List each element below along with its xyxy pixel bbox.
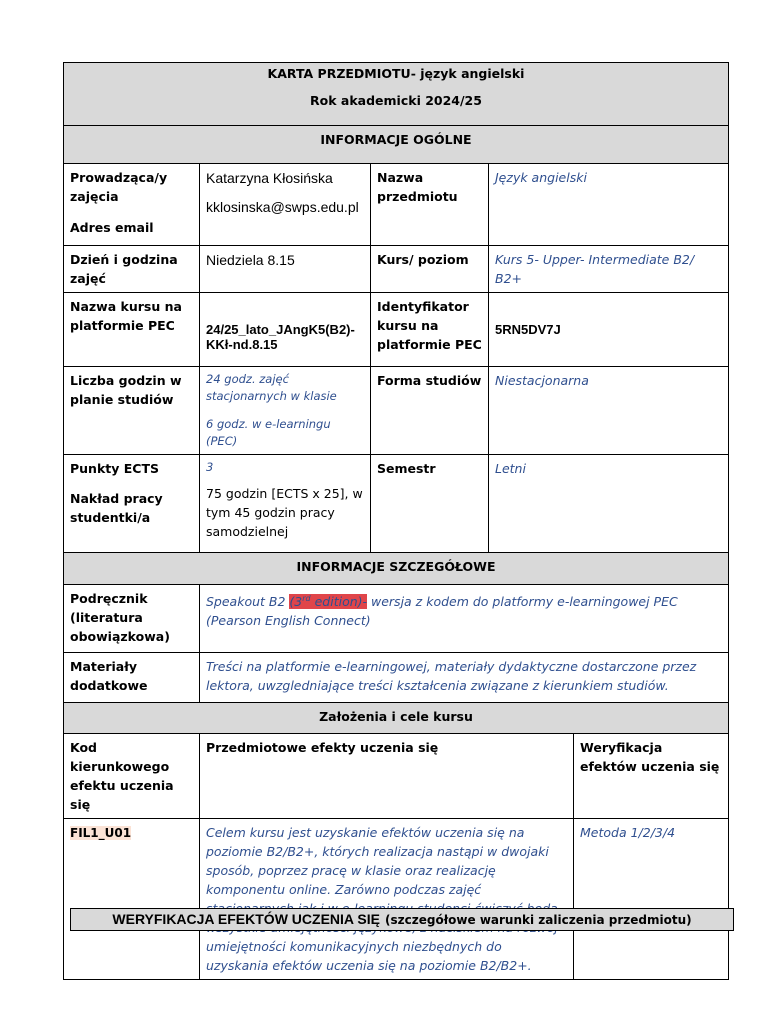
verification-title: WERYFIKACJA EFEKTÓW UCZENIA SIĘ: [112, 911, 380, 927]
textbook-title: Speakout B2: [206, 594, 290, 610]
email-label: Adres email: [70, 220, 154, 235]
goal-method: Metoda 1/2/3/4: [574, 819, 729, 980]
form-label: Forma studiów: [371, 367, 489, 455]
hours-value-elearning: 6 godz. w e-learningu (PEC): [206, 417, 331, 448]
textbook-edition-highlight: [289, 594, 367, 609]
textbook-description: wersja z kodem do platformy e-learningowej PEC (Pearson English Connect): [206, 594, 678, 629]
course-name-label: Nazwa kursu na platformie PEC: [64, 293, 200, 367]
textbook-label: Podręcznik (literatura obowiązkowa): [64, 585, 200, 653]
level-value: Kurs 5- Upper- Intermediate B2/ B2+: [495, 252, 695, 286]
textbook-edition-suffix: rd: [302, 594, 311, 603]
level-value-cell: [489, 246, 729, 293]
hours-value-cell: [200, 367, 371, 455]
details-section-header: INFORMACJE SZCZEGÓŁOWE: [64, 553, 729, 585]
day-value: Niedziela 8.15: [206, 252, 295, 268]
teacher-email: kklosinska@swps.edu.pl: [206, 199, 359, 215]
semester-value-cell: [489, 455, 729, 553]
goal-effect: Celem kursu jest uzyskanie efektów uczenia się na poziomie B2/B2+, których realizacja nastąpi w dwojaki sposób, poprzez pracę w klasie oraz realizację komponentu online. Zarówno podczas zajęć umiejętności komunikacyjnych niezbędnych do uzyskania efektów uczenia się na poziomie B2/B2+.: [200, 819, 574, 980]
course-card-table: [63, 62, 729, 980]
goal-code: FIL1_U01: [70, 826, 132, 840]
subject-value: Język angielski: [495, 170, 587, 185]
course-id-cell: [489, 293, 729, 367]
course-card: [63, 62, 728, 980]
goals-col-verification: Weryfikacja efektów uczenia się: [574, 734, 729, 819]
day-label: Dzień i godzina zajęć: [64, 246, 200, 293]
teacher-label: Prowadząca/y zajęcia: [70, 170, 168, 204]
teacher-value-cell: [200, 164, 371, 246]
general-section-header: INFORMACJE OGÓLNE: [64, 126, 729, 164]
ects-value-cell: [200, 455, 371, 553]
teacher-label-cell: [64, 164, 200, 246]
form-value: Niestacjonarna: [495, 373, 589, 388]
textbook-edition-word: edition)-: [310, 594, 368, 610]
semester-label: Semestr: [371, 455, 489, 553]
goals-col-code: Kod kierunkowego efektu uczenia się: [64, 734, 200, 819]
ects-label: Punkty ECTS: [70, 461, 159, 476]
verification-header: [70, 908, 734, 931]
day-value-cell: [200, 246, 371, 293]
card-title: KARTA PRZEDMIOTU- język angielski: [267, 66, 525, 81]
ects-label-cell: [64, 455, 200, 553]
materials-label: Materiały dodatkowe: [64, 653, 200, 703]
textbook-edition-number: (3: [289, 594, 303, 610]
goals-col-effects: Przedmiotowe efekty uczenia się: [200, 734, 574, 819]
teacher-name: Katarzyna Kłosińska: [206, 170, 333, 186]
verification-subtitle: (szczegółowe warunki zaliczenia przedmiotu): [385, 913, 692, 927]
workload-value: 75 godzin [ECTS x 25], w tym 45 godzin pracy samodzielnej: [206, 486, 363, 539]
textbook-value: [200, 585, 729, 653]
goals-section-header: Założenia i cele kursu: [64, 703, 729, 734]
workload-label: Nakład pracy studentki/a: [70, 491, 163, 525]
subject-value-cell: [489, 164, 729, 246]
card-header: [64, 63, 729, 126]
course-id-label: Identyfikator kursu na platformie PEC: [371, 293, 489, 367]
course-name-cell: [200, 293, 371, 367]
hours-value-classroom: 24 godz. zajęć stacjonarnych w klasie: [206, 372, 337, 403]
hours-label: Liczba godzin w planie studiów: [64, 367, 200, 455]
level-label: Kurs/ poziom: [371, 246, 489, 293]
academic-year: Rok akademicki 2024/25: [310, 93, 482, 108]
form-value-cell: [489, 367, 729, 455]
course-name-value: 24/25_lato_JAngK5(B2)-KKł-nd.8.15: [206, 321, 355, 352]
semester-value: Letni: [495, 461, 526, 476]
course-id-value: 5RN5DV7J: [495, 322, 561, 337]
ects-value: 3: [206, 460, 214, 474]
goal-code-cell: [64, 819, 200, 980]
subject-label: Nazwa przedmiotu: [371, 164, 489, 246]
materials-value: Treści na platformie e-learningowej, materiały dydaktyczne dostarczone przez lektora, uwzgledniające treści kształcenia związane z kierunkiem studiów.: [200, 653, 729, 703]
